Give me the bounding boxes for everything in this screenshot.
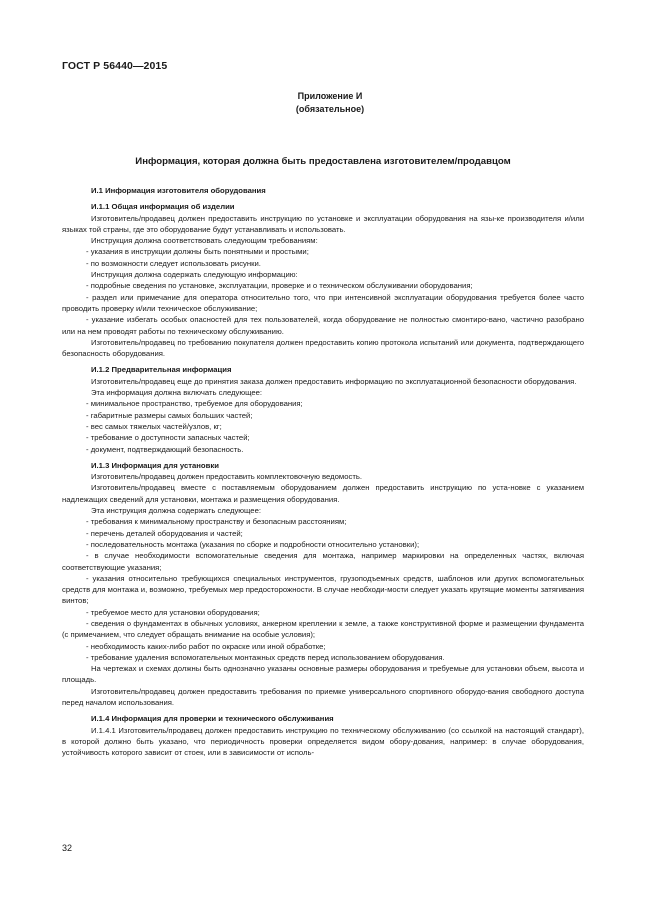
list-item: - минимальное пространство, требуемое для оборудования; <box>86 399 303 409</box>
list-item: - сведения о фундаментах в обычных условиях, анкерном креплении к земле, а также конструктивной форме и размещении фундамента (с примечанием, что следует обращать внимание на особые условия); <box>62 618 584 640</box>
paragraph: Инструкция должна содержать следующую информацию: <box>91 270 298 280</box>
list-item: - требование о доступности запасных частей; <box>86 433 250 443</box>
appendix-status: (обязательное) <box>295 104 365 114</box>
appendix-heading: Информация, которая должна быть предоставлена изготовителем/продавцом <box>135 156 511 167</box>
paragraph: Изготовитель/продавец вместе с поставляемым оборудованием должен предоставить инструкцию по уста-новке с указанием надлежащих сведений для установки, монтажа и размещения оборудования. <box>62 483 584 504</box>
paragraph: На чертежах и схемах должны быть однозначно указаны основные размеры оборудования и требуемые для установки объем, высота и площадь. <box>62 664 584 685</box>
subsection-heading: И.1.3 Информация для установки <box>91 460 219 470</box>
list-item: - документ, подтверждающий безопасность. <box>86 444 244 454</box>
paragraph: И.1.4.1 Изготовитель/продавец должен предоставить инструкцию по техническому обслуживанию (со ссылкой на настоящий стандарт), в которой должно быть указано, что периодичность проверки определяется видом обору-дования, например: в случае оборудования, устойчивость которого зависит от стоек, или в зависимости от исполь- <box>62 725 584 758</box>
list-item: - требования к минимальному пространству и безопасным расстояниям; <box>86 517 347 527</box>
document-body <box>62 183 584 759</box>
list-item: - требуемое место для установки оборудования; <box>86 607 260 617</box>
appendix-label <box>250 90 410 116</box>
subsection-heading: И.1.4 Информация для проверки и технического обслуживания <box>91 714 334 724</box>
list-item: - в случае необходимости вспомогательные сведения для монтажа, например маркировки на определенных частях, включая соответствующие указания; <box>62 551 584 572</box>
section-heading: И.1 Информация изготовителя оборудования <box>91 186 266 195</box>
paragraph: Изготовитель/продавец должен предоставить требования по приемке универсального спортивного оборудо-вания свободного доступа перед началом использования. <box>62 686 584 708</box>
paragraph: Эта инструкция должна содержать следующее: <box>91 506 261 516</box>
paragraph: Изготовитель/продавец еще до принятия заказа должен предоставить информацию по эксплуатационной безопасности оборудования. <box>91 376 577 386</box>
list-item: - указания в инструкции должны быть понятными и простыми; <box>86 247 309 257</box>
list-item: - требование удаления вспомогательных монтажных средств перед использованием оборудования. <box>86 652 445 662</box>
list-item: - указания относительно требующихся специальных инструментов, грузоподъемных средств, шаблонов или других вспомогательных средств для монтажа и, возможно, требуемых мер предосторожности. В случае необходи-мости следует указать крутящие моменты затягивания винтов; <box>62 573 584 606</box>
list-item: - по возможности следует использовать рисунки. <box>86 258 261 268</box>
subsection-heading: И.1.2 Предварительная информация <box>91 365 232 375</box>
list-item: - вес самых тяжелых частей/узлов, кг; <box>86 421 222 431</box>
list-item: - последовательность монтажа (указания по сборке и подробности относительно установки); <box>86 539 420 549</box>
paragraph: Эта информация должна включать следующее: <box>91 388 263 398</box>
document-header: ГОСТ Р 56440—2015 <box>62 60 168 72</box>
paragraph: Изготовитель/продавец должен предоставить инструкцию по установке и эксплуатации оборудования на язы-ке производителя и/или языках той страны, где это оборудование будут устанавливать и использовать. <box>62 213 584 234</box>
page-number: 32 <box>62 843 73 853</box>
appendix-title: Приложение И <box>297 91 363 101</box>
subsection-heading: И.1.1 Общая информация об изделии <box>91 202 235 212</box>
list-item: - необходимость каких-либо работ по окраске или иной обработке; <box>86 641 326 651</box>
list-item: - габаритные размеры самых больших частей; <box>86 410 253 420</box>
paragraph: Изготовитель/продавец по требованию покупателя должен предоставить копию протокола испытаний или документа, подтверждающего безопасность оборудования. <box>62 337 584 359</box>
list-item: - перечень деталей оборудования и частей; <box>86 528 243 538</box>
paragraph: Изготовитель/продавец должен предоставить комплектовочную ведомость. <box>91 472 362 482</box>
list-item: - раздел или примечание для оператора относительно того, что при интенсивной эксплуатации оборудования требуется более часто проводить проверку и/или техническое обслуживание; <box>62 292 584 313</box>
list-item: - указание избегать особых опасностей для тех пользователей, когда оборудование не полностью смонтиро-вано, частично разобрано или на нем проводят работы по техническому обслуживанию. <box>62 315 584 336</box>
paragraph: Инструкция должна соответствовать следующим требованиям: <box>91 236 318 246</box>
list-item: - подробные сведения по установке, эксплуатации, проверке и о техническом обслуживании оборудования; <box>86 281 473 291</box>
